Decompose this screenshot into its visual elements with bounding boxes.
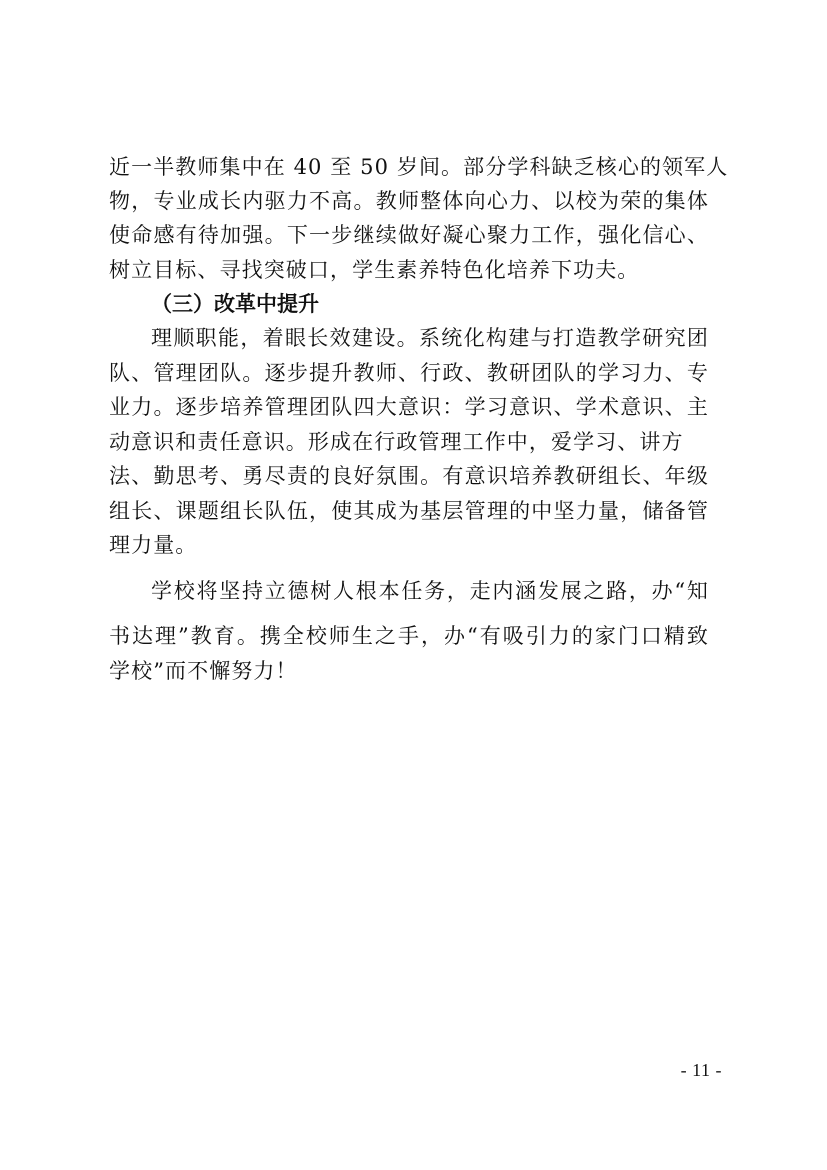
paragraph-1-line-2: 物，专业成长内驱力不高。教师整体向心力、以校为荣的集体 [109, 189, 709, 213]
section-heading: （三）改革中提升 [151, 292, 319, 316]
paragraph-2-line-4: 动意识和责任意识。形成在行政管理工作中，爱学习、讲方 [109, 430, 684, 454]
paragraph-1-line-1: 近一半教师集中在 40 至 50 岁间。部分学科缺乏核心的领军人 [109, 155, 729, 179]
paragraph-2-line-7: 理力量。 [109, 533, 198, 557]
paragraph-1-line-3: 使命感有待加强。下一步继续做好凝心聚力工作，强化信心、 [109, 223, 709, 247]
paragraph-2-line-2: 队、管理团队。逐步提升教师、行政、教研团队的学习力、专 [109, 361, 709, 385]
paragraph-2-line-3: 业力。逐步培养管理团队四大意识：学习意识、学术意识、主 [109, 395, 709, 419]
paragraph-3-line-3: 学校”而不懈努力！ [109, 659, 298, 683]
paragraph-1-line-4: 树立目标、寻找突破口，学生素养特色化培养下功夫。 [109, 258, 640, 282]
paragraph-2-line-6: 组长、课题组长队伍，使其成为基层管理的中坚力量，储备管 [109, 499, 709, 523]
paragraph-3-line-2: 书达理”教育。携全校师生之手，办“有吸引力的家门口精致 [109, 624, 709, 648]
page-number: - 11 - [680, 1060, 722, 1080]
paragraph-2-line-1: 理顺职能，着眼长效建设。系统化构建与打造教学研究团 [151, 326, 709, 350]
paragraph-2-line-5: 法、勤思考、勇尽责的良好氛围。有意识培养教研组长、年级 [109, 464, 709, 488]
paragraph-3-line-1: 学校将坚持立德树人根本任务，走内涵发展之路，办“知 [151, 579, 709, 603]
